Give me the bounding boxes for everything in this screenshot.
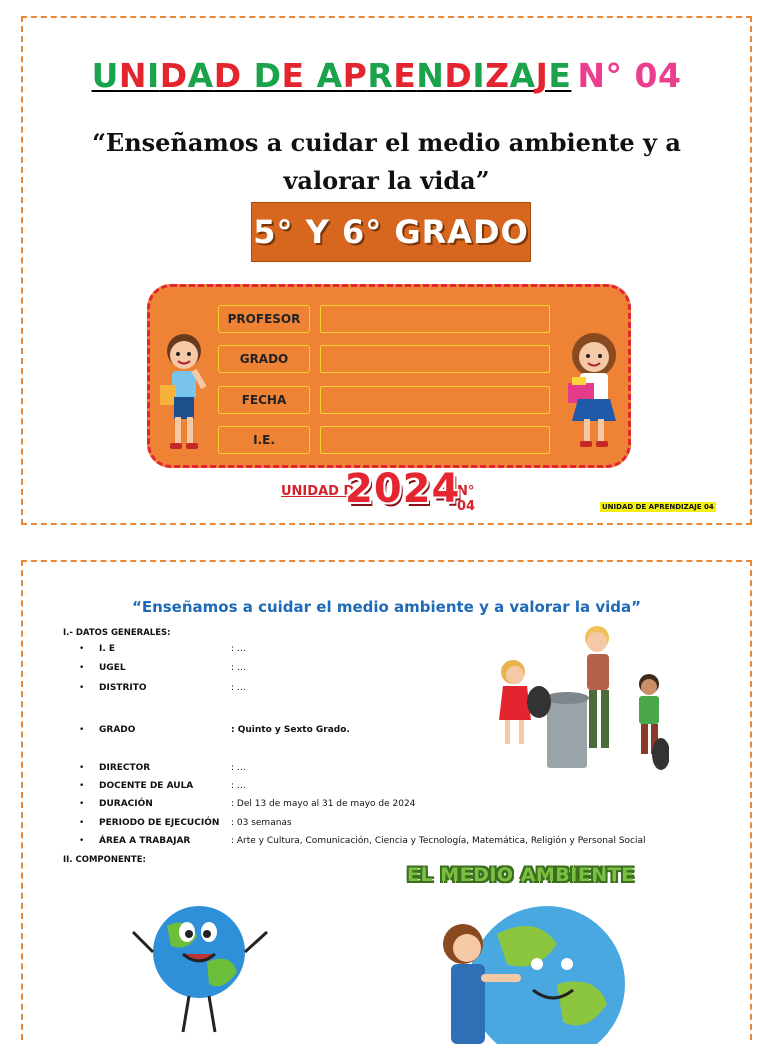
page2-title: “Enseñamos a cuidar el medio ambiente y a valorar la vida” (131, 598, 642, 616)
form-label: I.E. (218, 426, 310, 454)
grado-field[interactable] (320, 345, 550, 373)
item-value: : Arte y Cultura, Comunicación, Ciencia y Tecnología, Matemática, Religión y Personal Social (231, 836, 646, 846)
title-letter: R (367, 56, 394, 95)
year-badge: 2024 (345, 466, 461, 512)
fecha-field[interactable] (320, 386, 550, 414)
list-item (79, 799, 719, 813)
bullet: • (79, 781, 85, 791)
list-item (79, 818, 719, 832)
ie-field[interactable] (320, 426, 550, 454)
title-letter: D (444, 56, 473, 95)
item-label: DURACIÓN (99, 799, 153, 809)
form-label: PROFESOR (218, 305, 310, 333)
medio-ambiente-banner: EL MEDIO AMBIENTE (407, 864, 635, 886)
list-item (79, 781, 719, 795)
bullet: • (79, 763, 85, 773)
title-letter: U (91, 56, 119, 95)
item-value: : … (231, 663, 246, 673)
item-label: DIRECTOR (99, 763, 151, 773)
cover-footer-left: UNIDAD D (281, 484, 355, 499)
title-letter: D (253, 56, 282, 95)
item-value: : … (231, 644, 246, 654)
list-item (79, 836, 719, 850)
title-letter: P (342, 56, 368, 95)
bullet: • (79, 725, 85, 735)
title-letter: E (548, 56, 572, 95)
form-label: FECHA (218, 386, 310, 414)
title-letter (305, 56, 317, 95)
boy-student-illustration (156, 331, 218, 457)
profesor-field[interactable] (320, 305, 550, 333)
item-label: I. E (99, 644, 116, 654)
item-value: : Del 13 de mayo al 31 de mayo de 2024 (231, 799, 416, 809)
item-value: : … (231, 683, 246, 693)
recycling-family-illustration (489, 624, 669, 774)
item-value: : … (231, 763, 246, 773)
title-letter: A (316, 56, 343, 95)
item-value: : … (231, 781, 246, 791)
item-label: GRADO (99, 725, 136, 735)
cover-subtitle: “Enseñamos a cuidar el medio ambiente y a valorar la vida” (92, 128, 681, 195)
section-datos-generales: I.- DATOS GENERALES: (63, 628, 171, 638)
title-letter: E (281, 56, 305, 95)
bullet: • (79, 799, 85, 809)
corner-tag: UNIDAD DE APRENDIZAJE 04 (602, 503, 714, 511)
bullet: • (79, 836, 85, 846)
title-letter: I (146, 56, 160, 95)
title-letter: E (393, 56, 417, 95)
datos-page (21, 560, 752, 1040)
item-value: : 03 semanas (231, 818, 292, 828)
item-label: DOCENTE DE AULA (99, 781, 194, 791)
cover-footer-right: N° 04 (457, 484, 476, 514)
bullet: • (79, 663, 85, 673)
title-letter: I (472, 56, 486, 95)
title-letter: J (535, 56, 549, 95)
title-letter (242, 56, 254, 95)
title-letter: N (416, 56, 445, 95)
globe-character-illustration (127, 892, 277, 1042)
bullet: • (79, 644, 85, 654)
item-label: DISTRITO (99, 683, 147, 693)
form-row-grado (218, 345, 550, 373)
girl-student-illustration (560, 331, 626, 457)
bullet: • (79, 683, 85, 693)
form-row-ie (218, 426, 550, 454)
form-row-fecha (218, 386, 550, 414)
cover-title-word (92, 56, 572, 95)
form-label: GRADO (218, 345, 310, 373)
grade-banner: 5° Y 6° GRADO (251, 202, 531, 262)
item-label: UGEL (99, 663, 126, 673)
title-letter: D (213, 56, 242, 95)
item-label: PERIODO DE EJECUCIÓN (99, 818, 220, 828)
title-letter: D (159, 56, 188, 95)
item-value: : Quinto y Sexto Grado. (231, 725, 350, 735)
bullet: • (79, 818, 85, 828)
form-row-profesor (218, 305, 550, 333)
title-letter: Z (485, 56, 510, 95)
cover-title (23, 56, 750, 95)
cover-title-number: N° 04 (577, 56, 682, 95)
cover-page (21, 16, 752, 525)
teacher-info-card (147, 284, 631, 468)
section-componente: II. COMPONENTE: (63, 855, 146, 865)
title-letter: A (509, 56, 536, 95)
girl-hugging-earth-illustration (407, 894, 627, 1044)
title-letter: N (118, 56, 147, 95)
title-letter: A (187, 56, 214, 95)
item-label: ÁREA A TRABAJAR (99, 836, 191, 846)
